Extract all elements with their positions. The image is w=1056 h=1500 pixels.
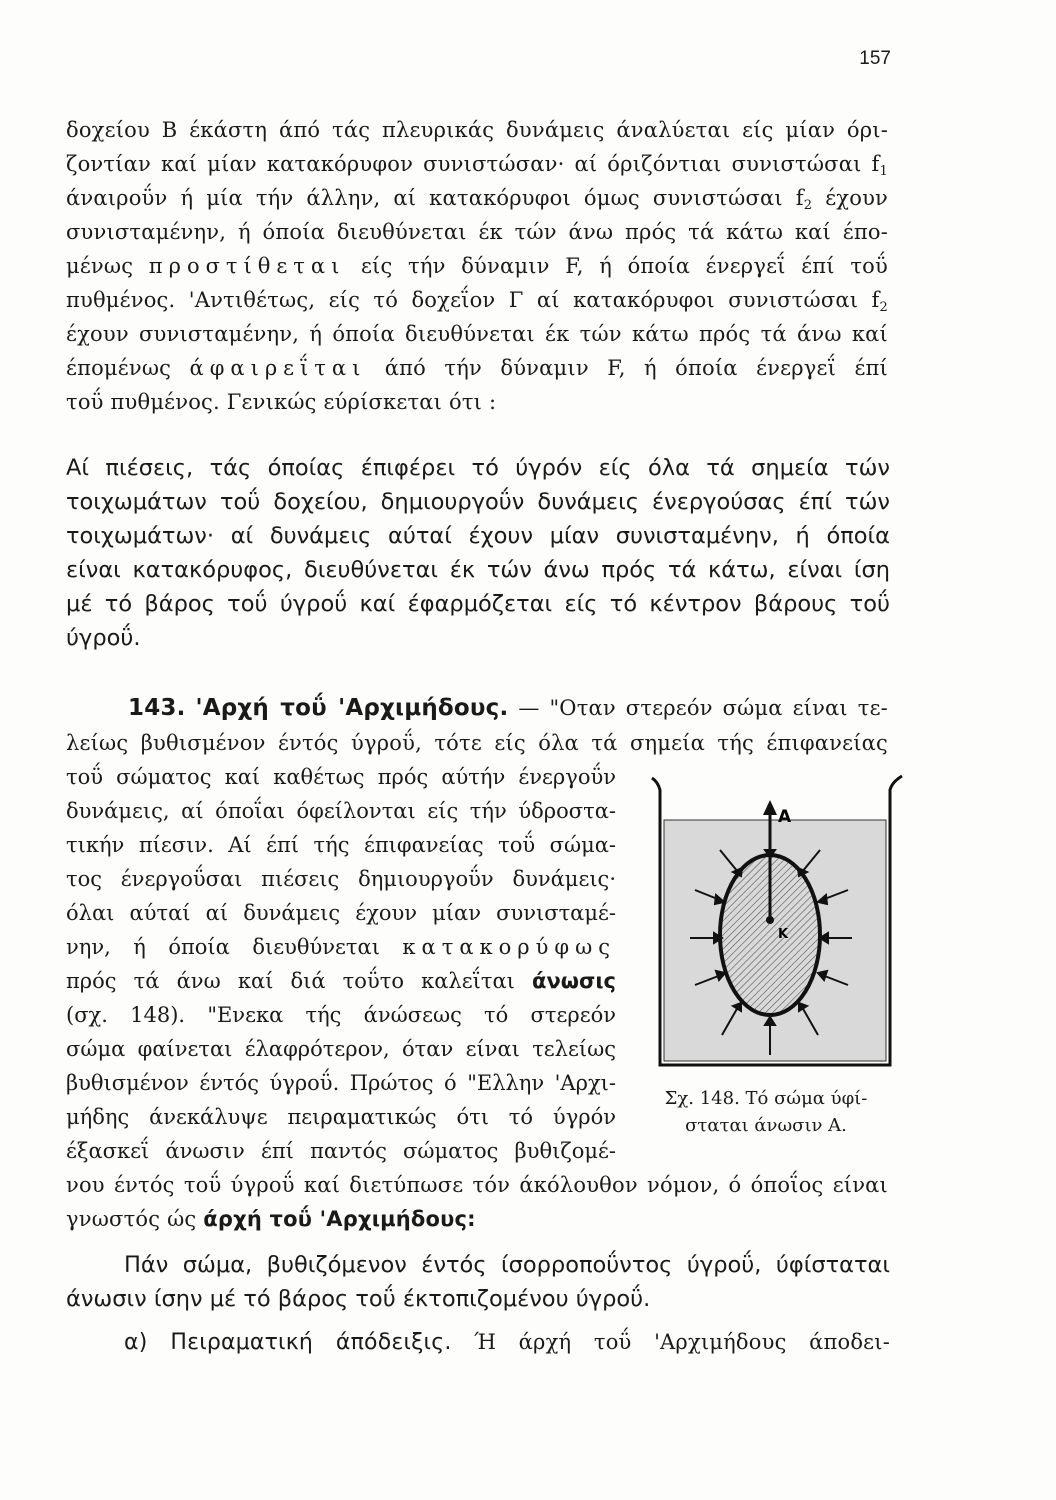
figure-caption-line1: Σχ. 148. Τό σώμα ύφί-	[664, 1088, 868, 1109]
text-line: δυνάμεις, αί όποΐαι όφείλονται είς τήν ύδροστα-	[66, 799, 616, 823]
label-A: A	[778, 807, 792, 827]
figure-148	[650, 760, 905, 1080]
text-line: όλαι αύταί αί δυνάμεις έχουν μίαν συνισταμέ-	[66, 901, 616, 925]
text-line: τοΰ πυθμένος. Γενικώς εύρίσκεται ότι :	[66, 390, 497, 414]
text-line: τικήν πίεσιν. Αί έπί τής έπιφανείας τοΰ σώμα-	[66, 833, 616, 857]
text-line: (σχ. 148). "Ενεκα τής άνώσεως τό στερεόν	[66, 1003, 616, 1027]
text-line: λείως βυθισμένον έντός ύγροΰ, τότε είς όλα τά σημεία τής έπιφανείας	[66, 731, 888, 755]
buoyancy-arrowhead	[763, 800, 777, 815]
text-line: τος ένεργοΰσαι πιέσεις δημιουργοΰν δυνάμεις·	[66, 867, 616, 891]
law-line: άνωσιν ίσην μέ τό βάρος τοΰ έκτοπιζομένου ύγροΰ.	[66, 1286, 651, 1312]
text-line: πρός τά άνω καί διά τοΰτο καλεΐται άνωσις	[66, 969, 616, 993]
text-line: βυθισμένον έντός ύγροΰ. Πρώτος ό "Ελλην 'Αρχι-	[66, 1071, 616, 1095]
text-line: νην, ή όποία διευθύνεται κατακορύφως	[66, 935, 616, 959]
text-line: τοΰ σώματος καί καθέτως πρός αύτήν ένεργοΰν	[66, 765, 616, 789]
text-line: δοχείου Β έκάστη άπό τάς πλευρικάς δυνάμεις άναλύεται είς μίαν όρι-	[66, 118, 888, 142]
spaced-word: κατακορύφως	[402, 935, 616, 959]
text-line: μένως προστίθεται είς τήν δύναμιν F, ή όποία ένεργεΐ έπί τοΰ	[66, 254, 888, 278]
text-line: άναιροΰν ή μία τήν άλλην, αί κατακόρυφοι όμως συνιστώσαι $f_2$ έχουν	[66, 186, 888, 213]
principle-line: τοιχωμάτων τοΰ δοχείου, δημιουργοΰν δυνάμεις ένεργούσας έπί τών	[66, 489, 890, 515]
text-line: νου έντός τοΰ ύγροΰ καί διετύπωσε τόν άκόλουθον νόμον, ό όποΐος είναι	[66, 1173, 888, 1197]
text-line: ζοντίαν καί μίαν κατακόρυφον συνιστώσαν· αί όριζόντιαι συνιστώσαι $f_1$	[66, 152, 888, 179]
spaced-word: προστίθεται	[148, 254, 346, 278]
text-line: συνισταμένην, ή όποία διευθύνεται έκ τών άνω πρός τά κάτω καί έπο-	[66, 220, 888, 244]
proof-line: α) Πειραματική άπόδειξις. Ή άρχή τοΰ 'Αρχιμήδους άποδει-	[124, 1330, 890, 1355]
text-line: έξασκεΐ άνωσιν έπί παντός σώματος βυθιζομέ-	[66, 1139, 616, 1163]
principle-line: μέ τό βάρος τοΰ ύγροΰ καί έφαρμόζεται είς τό κέντρον βάρους τοΰ	[66, 591, 890, 617]
text-line: πυθμένος. 'Αντιθέτως, είς τό δοχεΐον Γ αί κατακόρυφοι συνιστώσαι $f_2$	[66, 288, 888, 315]
principle-line: ύγροΰ.	[66, 625, 141, 651]
text-line: έπομένως άφαιρεΐται άπό τήν δύναμιν F, ή όποία ένεργεΐ έπί	[66, 356, 888, 380]
bold-term: άρχή τοΰ 'Αρχιμήδους:	[203, 1207, 476, 1231]
principle-line: είναι κατακόρυφος, διευθύνεται έκ τών άνω πρός τά κάτω, είναι ίση	[66, 557, 890, 583]
figure-caption-line2: σταται άνωσιν Α.	[685, 1115, 847, 1136]
section-number: 143.	[128, 695, 186, 721]
spaced-word: άφαιρεΐται	[189, 356, 367, 380]
section-heading: 143. 'Αρχή τοΰ 'Αρχιμήδους. — "Οταν στερεόν σώμα είναι τε-	[128, 695, 888, 721]
center-point	[766, 916, 774, 924]
text-line: έχουν συνισταμένην, ή όποία διευθύνεται έκ τών κάτω πρός τά άνω καί	[66, 322, 888, 346]
label-K: K	[778, 927, 789, 942]
bold-term: άνωσις	[532, 969, 616, 993]
law-line: Πάν σώμα, βυθιζόμενον έντός ίσορροποΰντος ύγροΰ, ύφίσταται	[124, 1252, 890, 1278]
principle-line: Αί πιέσεις, τάς όποίας έπιφέρει τό ύγρόν είς όλα τά σημεία τών	[66, 455, 890, 481]
text-line: σώμα φαίνεται έλαφρότερον, όταν είναι τελείως	[66, 1037, 616, 1061]
principle-line: τοιχωμάτων· αί δυνάμεις αύταί έχουν μίαν συνισταμένην, ή όποία	[66, 523, 890, 549]
text-line: μήδης άνεκάλυψε πειραματικώς ότι τό ύγρόν	[66, 1105, 616, 1129]
page-number: 157	[859, 48, 891, 69]
section-title: 'Αρχή τοΰ 'Αρχιμήδους.	[195, 695, 509, 721]
text-line: γνωστός ώς άρχή τοΰ 'Αρχιμήδους:	[66, 1207, 476, 1231]
proof-label: α) Πειραματική άπόδειξις.	[124, 1330, 452, 1355]
